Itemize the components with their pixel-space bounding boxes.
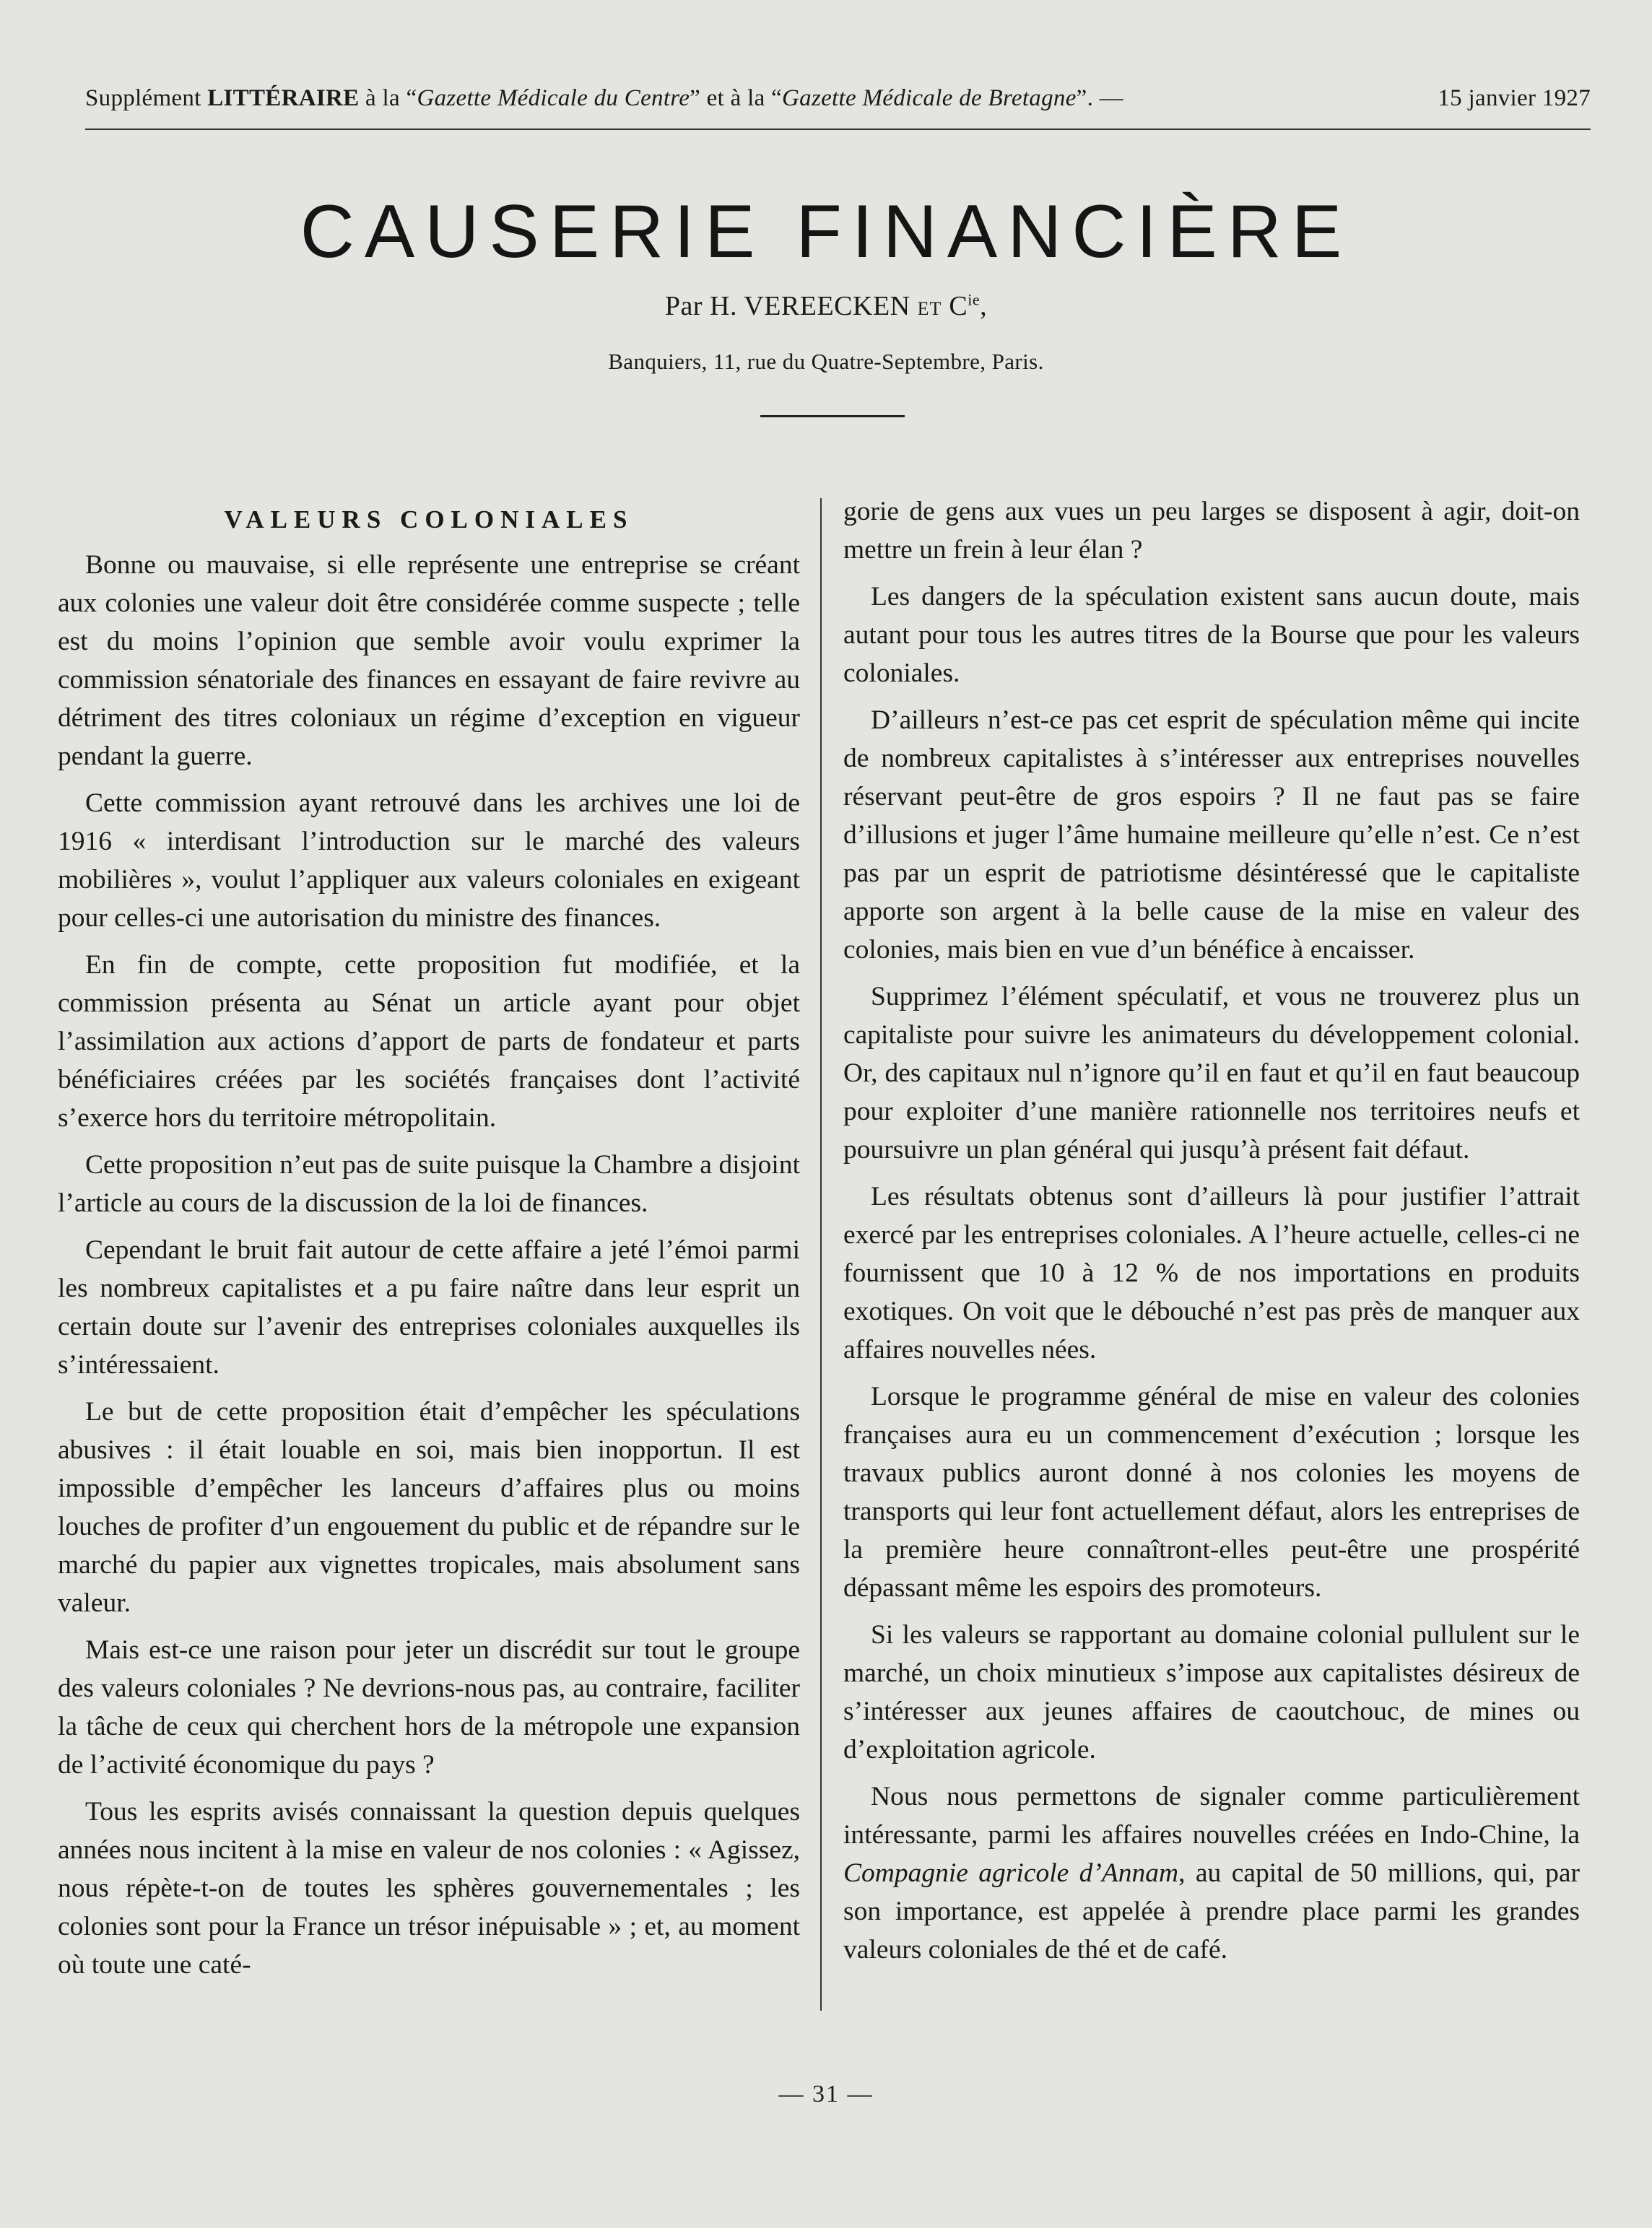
page-title: CAUSERIE FINANCIÈRE [300, 190, 1352, 274]
company-name: Compagnie agricole d’Annam [843, 1858, 1179, 1888]
column-divider [820, 498, 822, 2011]
paragraph: Si les valeurs se rapportant au domaine colonial pullulent sur le marché, un choix minutieux s’impose aux capitalistes désireux de s’intéresser aux jeunes affaires de caoutchouc, de mines ou d’exploitation agricole. [843, 1620, 1580, 1764]
address: Banquiers, 11, rue du Quatre-Septembre, Paris. [608, 349, 1044, 374]
header-gazette-centre: Gazette Médicale du Centre [417, 85, 690, 111]
paragraph: Les résultats obtenus sont d’ailleurs là pour justifier l’attrait exercé par les entreprises coloniales. A l’heure actuelle, celles-ci ne fournissent que 10 à 12 % de nos importations en produits exotiques. On voit que le débouché n’est pas près de manquer aux affaires nouvelles nées. [843, 1182, 1580, 1365]
header-litteraire: LITTÉRAIRE [207, 85, 360, 111]
paragraph: Cette commission ayant retrouvé dans les archives une loi de 1916 « interdisant l’introduction sur le marché des valeurs mobilières », voulut l’appliquer aux valeurs coloniales en exigeant pour celles-ci une autorisation du ministre des finances. [58, 788, 800, 933]
paragraph: D’ailleurs n’est-ce pas cet esprit de spéculation même qui incite de nombreux capitalistes à s’intéresser aux entreprises nouvelles réservant peut-être de gros espoirs ? Il ne faut pas se faire d’illusions et juger l’âme humaine meilleure qu’elle n’est. Ce n’est pas par un esprit de patriotisme désintéressé que le capitaliste apporte son argent à la belle cause de la mise en valeur des colonies, mais bien en vue d’un bénéfice à encaisser. [843, 705, 1580, 965]
left-column [58, 500, 800, 1993]
paragraph: Supprimez l’élément spéculatif, et vous ne trouverez plus un capitaliste pour suivre les animateurs du développement colonial. Or, des capitaux nul n’ignore qu’il en faut et qu’il en faut beaucoup pour exploiter d’une manière rationnelle nos territoires neufs et poursuivre un plan général qui jusqu’à présent fait défaut. [843, 982, 1580, 1165]
paragraph: Les dangers de la spéculation existent sans aucun doute, mais autant pour tous les autres titres de la Bourse que pour les valeurs coloniales. [843, 582, 1580, 688]
right-column [843, 492, 1580, 1977]
paragraph-continuation: gorie de gens aux vues un peu larges se disposent à agir, doit-on mettre un frein à leur élan ? [843, 497, 1580, 565]
last-paragraph-before: Nous nous permettons de signaler comme particulièrement intéressante, parmi les affaires nouvelles créées en Indo-Chine, la [843, 1782, 1580, 1850]
header-gazette-bretagne: Gazette Médicale de Bretagne [782, 85, 1077, 111]
running-header [85, 85, 1591, 112]
header-prefix: Supplément [85, 85, 201, 111]
header-date: 15 janvier 1927 [1438, 85, 1591, 111]
last-paragraph-after: , au capital de 50 millions, qui, par son importance, est appelée à prendre place parmi les grandes valeurs coloniales de thé et de café. [843, 1858, 1580, 1964]
page-number: — 31 — [778, 2081, 874, 2107]
header-suffix: ”. — [1076, 85, 1123, 111]
paragraph: Mais est-ce une raison pour jeter un discrédit sur tout le groupe des valeurs coloniales ? Ne devrions-nous pas, au contraire, faciliter la tâche de ceux qui cherchent hors de la métropole une expansion de l’activité économique du pays ? [58, 1635, 800, 1780]
paragraph: Cependant le bruit fait autour de cette affaire a jeté l’émoi parmi les nombreux capitalistes et a pu faire naître dans leur esprit un certain doute sur l’avenir des entreprises coloniales auxquelles ils s’intéressaient. [58, 1235, 800, 1380]
title-rule [760, 415, 905, 417]
paragraph: Bonne ou mauvaise, si elle représente une entreprise se créant aux colonies une valeur doit être considérée comme suspecte ; telle est du moins l’opinion que semble avoir voulu exprimer la commission sénatoriale des finances en essayant de faire revivre au détriment des titres coloniaux un régime d’exception en vigueur pendant la guerre. [58, 550, 800, 771]
byline-cie-sup: ie [968, 290, 981, 309]
paragraph: En fin de compte, cette proposition fut modifiée, et la commission présenta au Sénat un article ayant pour objet l’assimilation aux actions d’apport de parts de fondateur et parts bénéficiaires créées par les sociétés françaises dont l’activité s’exerce hors du territoire métropolitain. [58, 950, 800, 1133]
paragraph: Le but de cette proposition était d’empêcher les spéculations abusives : il était louable en soi, mais bien inopportun. Il est impossible d’empêcher les lanceurs d’affaires plus ou moins louches de profiter d’un engouement du public et de répandre sur le marché du papier aux vignettes tropicales, mais absolument sans valeur. [58, 1397, 800, 1618]
paragraph: Tous les esprits avisés connaissant la question depuis quelques années nous incitent à la mise en valeur de nos colonies : « Agissez, nous répète-t-on de toutes les sphères gouvernementales ; les colonies sont pour la France un trésor inépuisable » ; et, au moment où toute une caté- [58, 1797, 800, 1980]
header-mid: ” et à la “ [690, 85, 783, 111]
paragraph-last [843, 1777, 1580, 1969]
byline [0, 290, 1652, 322]
paragraph: Lorsque le programme général de mise en valeur des colonies françaises aura eu un commencement d’exécution ; lorsque les travaux publics auront donné à nos colonies les moyens de transports qui leur font actuellement défaut, alors les entreprises de la première heure connaîtront-elles peut-être une prospérité dépassant même les espoirs des promoteurs. [843, 1382, 1580, 1603]
byline-et: ET [917, 298, 942, 319]
byline-cie: C [949, 291, 968, 321]
byline-par: Par H. VEREECKEN [664, 291, 910, 321]
section-title: VALEURS COLONIALES [224, 505, 634, 534]
header-rule [85, 129, 1591, 130]
byline-comma: , [980, 291, 988, 321]
paragraph: Cette proposition n’eut pas de suite puisque la Chambre a disjoint l’article au cours de la discussion de la loi de finances. [58, 1150, 800, 1218]
header-a-la: à la “ [365, 85, 417, 111]
